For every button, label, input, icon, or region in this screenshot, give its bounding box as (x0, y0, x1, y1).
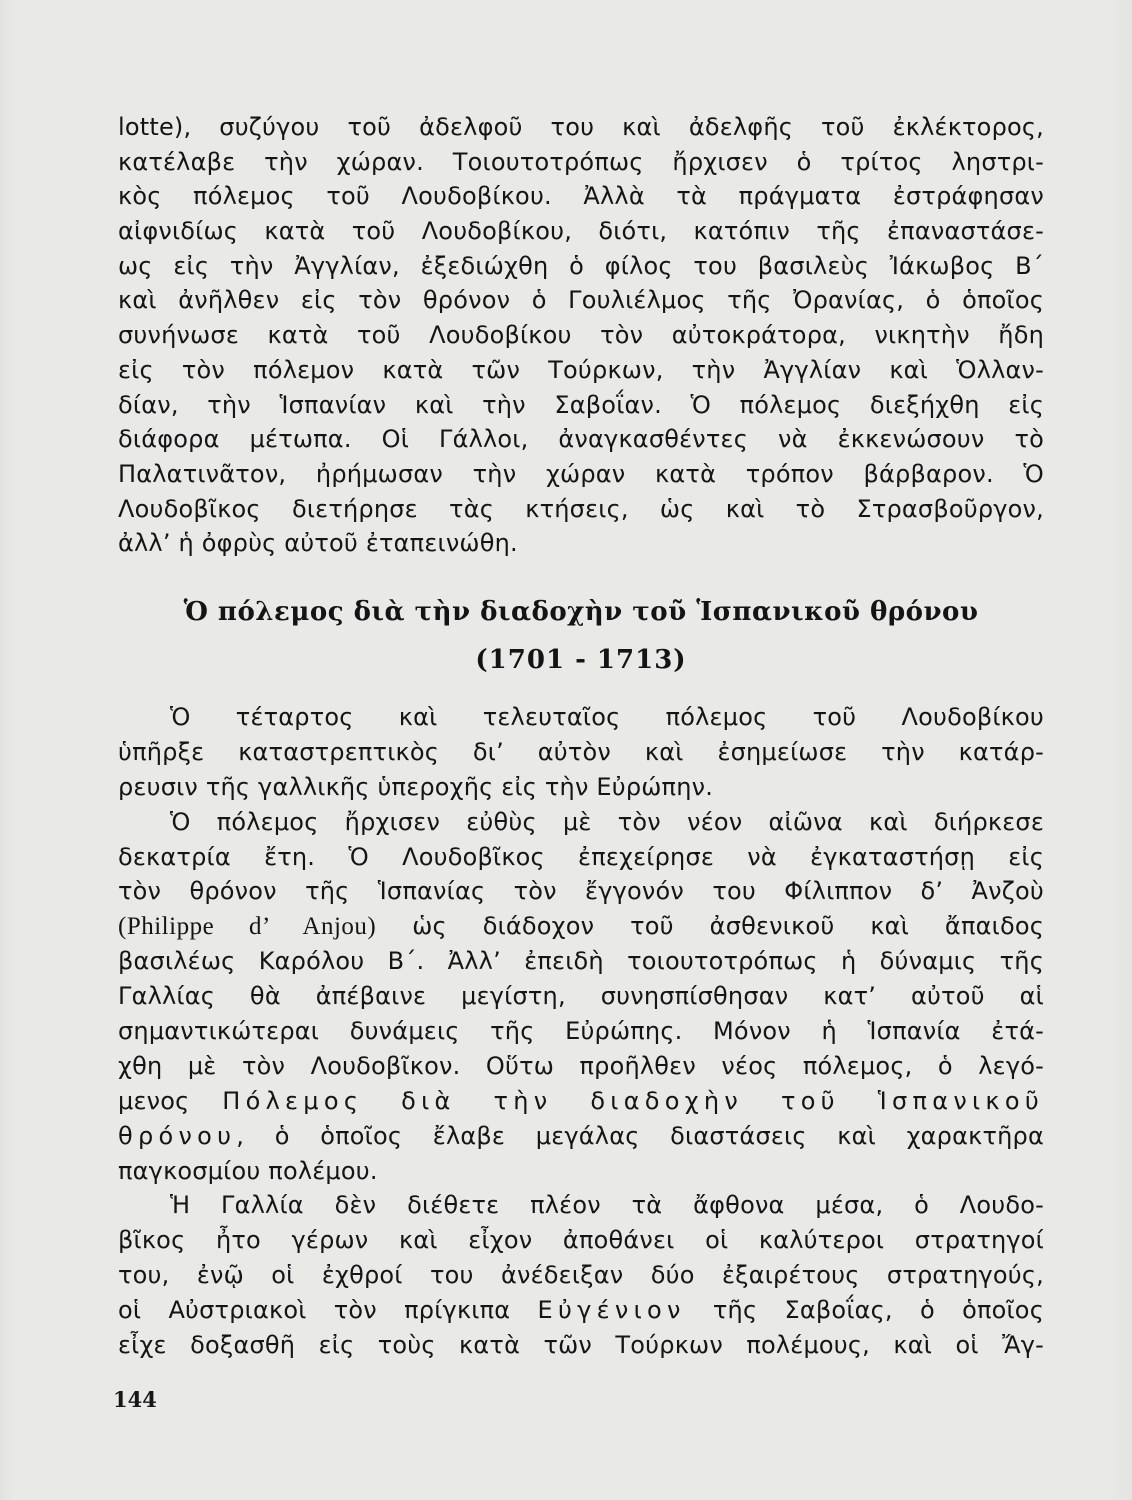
text-line: κατέλαβε τὴν χώραν. Τοιουτοτρόπως ἤρχισεν ὁ τρίτος ληστρι- (118, 147, 1044, 176)
text-segment: οἱ Αὐστριακοὶ τὸν πρίγκιπα (118, 1296, 511, 1325)
text-line: παγκοσμίου πολέμου. (118, 1156, 378, 1185)
text-line: ἀλλ’ ἡ ὀφρὺς αὐτοῦ ἐταπεινώθη. (118, 529, 518, 558)
text-line: lotte), συζύγου τοῦ ἀδελφοῦ του καὶ ἀδελφῆς τοῦ ἐκλέκτορος, (118, 113, 1044, 141)
text-line: αἰφνιδίως κατὰ τοῦ Λουδοβίκου, διότι, κατόπιν τῆς ἐπαναστάσε- (118, 217, 1044, 246)
text-line: χθη μὲ τὸν Λουδοβῖκον. Οὕτω προῆλθεν νέος πόλεμος, ὁ λεγό- (118, 1051, 1044, 1080)
text-line: ρευσιν τῆς γαλλικῆς ὑπεροχῆς εἰς τὴν Εὐρώπην. (118, 772, 714, 801)
emphasis-spaced: Εὐγένιον (537, 1296, 686, 1325)
text-segment: , ὁ ὁποῖος ἔλαβε μεγάλας διαστάσεις καὶ χαρακτῆρα (236, 1121, 1044, 1150)
text-line: εἶχε δοξασθῆ εἰς τοὺς κατὰ τῶν Τούρκων πολέμους, καὶ οἱ Ἄγ- (118, 1331, 1044, 1360)
emphasis-spaced: Πόλεμος διὰ τὴν διαδοχὴν τοῦ Ἱσπανικοῦ (222, 1086, 1044, 1115)
heading-title: Ὁ πόλεμος διὰ τὴν διαδοχὴν τοῦ Ἱσπανικοῦ θρόνου (183, 597, 979, 627)
page-number: 144 (113, 1387, 157, 1412)
text-line: βασιλέως Καρόλου Β΄. Ἀλλ’ ἐπειδὴ τοιουτοτρόπως ἡ δύναμις τῆς (118, 947, 1044, 976)
text-line: Παλατινᾶτον, ἠρήμωσαν τὴν χώραν κατὰ τρόπον βάρβαρον. Ὁ (118, 459, 1044, 488)
text-line: Ὁ τέταρτος καὶ τελευταῖος πόλεμος τοῦ Λουδοβίκου (170, 703, 1044, 731)
text-line: δεκατρία ἔτη. Ὁ Λουδοβῖκος ἐπεχείρησε νὰ ἐγκαταστήσῃ εἰς (118, 842, 1044, 871)
text-line (118, 1119, 1044, 1154)
section-heading (118, 588, 1044, 684)
text-line (118, 1293, 1044, 1328)
text-segment: μενος (118, 1086, 190, 1115)
text-line: συνήνωσε κατὰ τοῦ Λουδοβίκου τὸν αὐτοκράτορα, νικητὴν ἤδη (118, 321, 1044, 350)
text-line: σημαντικώτεραι δυνάμεις τῆς Εὐρώπης. Μόνον ἡ Ἱσπανία ἐτά- (118, 1017, 1044, 1046)
heading-years: (1701 - 1713) (475, 645, 687, 675)
text-line: Ὁ πόλεμος ἤρχισεν εὐθὺς μὲ τὸν νέον αἰῶνα καὶ διήρκεσε (170, 807, 1044, 836)
text-line: βῖκος ἦτο γέρων καὶ εἶχον ἀποθάνει οἱ καλύτεροι στρατηγοί (118, 1226, 1044, 1255)
text-line: καὶ ἀνῆλθεν εἰς τὸν θρόνον ὁ Γουλιέλμος τῆς Ὀρανίας, ὁ ὁποῖος (118, 286, 1044, 315)
text-line: διάφορα μέτωπα. Οἱ Γάλλοι, ἀναγκασθέντες νὰ ἐκκενώσουν τὸ (118, 425, 1044, 454)
emphasis-spaced: θρόνου (118, 1121, 237, 1150)
paragraph-continued (118, 110, 1044, 561)
text-line: ὑπῆρξε καταστρεπτικὸς δι’ αὐτὸν καὶ ἐσημείωσε τὴν κατάρ- (118, 737, 1044, 766)
text-line: του, ἐνῷ οἱ ἐχθροί του ἀνέδειξαν δύο ἐξαιρέτους στρατηγούς, (118, 1261, 1044, 1290)
text-line (118, 909, 1044, 944)
text-segment: τῆς Σαβοΐας, ὁ ὁποῖος (712, 1296, 1044, 1325)
text-line: Λουδοβῖκος διετήρησε τὰς κτήσεις, ὡς καὶ τὸ Στρασβοῦργον, (118, 494, 1044, 523)
text-segment: ὡς διάδοχον τοῦ ἀσθενικοῦ καὶ ἄπαιδος (412, 912, 1044, 941)
text-line: εἰς τὸν πόλεμον κατὰ τῶν Τούρκων, τὴν Ἀγγλίαν καὶ Ὁλλαν- (118, 355, 1044, 384)
text-line: Ἡ Γαλλία δὲν διέθετε πλέον τὰ ἄφθονα μέσα, ὁ Λουδο- (170, 1191, 1044, 1220)
text-line: ως εἰς τὴν Ἀγγλίαν, ἐξεδιώχθη ὁ φίλος του βασιλεὺς Ἰάκωβος Β΄ (118, 251, 1044, 280)
text-line (118, 1084, 1044, 1119)
section-body (118, 700, 1044, 1363)
text-line: Γαλλίας θὰ ἀπέβαινε μεγίστη, συνησπίσθησαν κατ’ αὐτοῦ αἱ (118, 982, 1044, 1011)
text-line: τὸν θρόνον τῆς Ἱσπανίας τὸν ἔγγονόν του Φίλιππον δ’ Ἀνζοὺ (118, 877, 1044, 906)
text-line: δίαν, τὴν Ἱσπανίαν καὶ τὴν Σαβοΐαν. Ὁ πόλεμος διεξήχθη εἰς (118, 390, 1044, 419)
text-line: κὸς πόλεμος τοῦ Λουδοβίκου. Ἀλλὰ τὰ πράγματα ἐστράφησαν (118, 182, 1044, 211)
latin-name: (Philippe d’ Anjou) (118, 913, 377, 941)
